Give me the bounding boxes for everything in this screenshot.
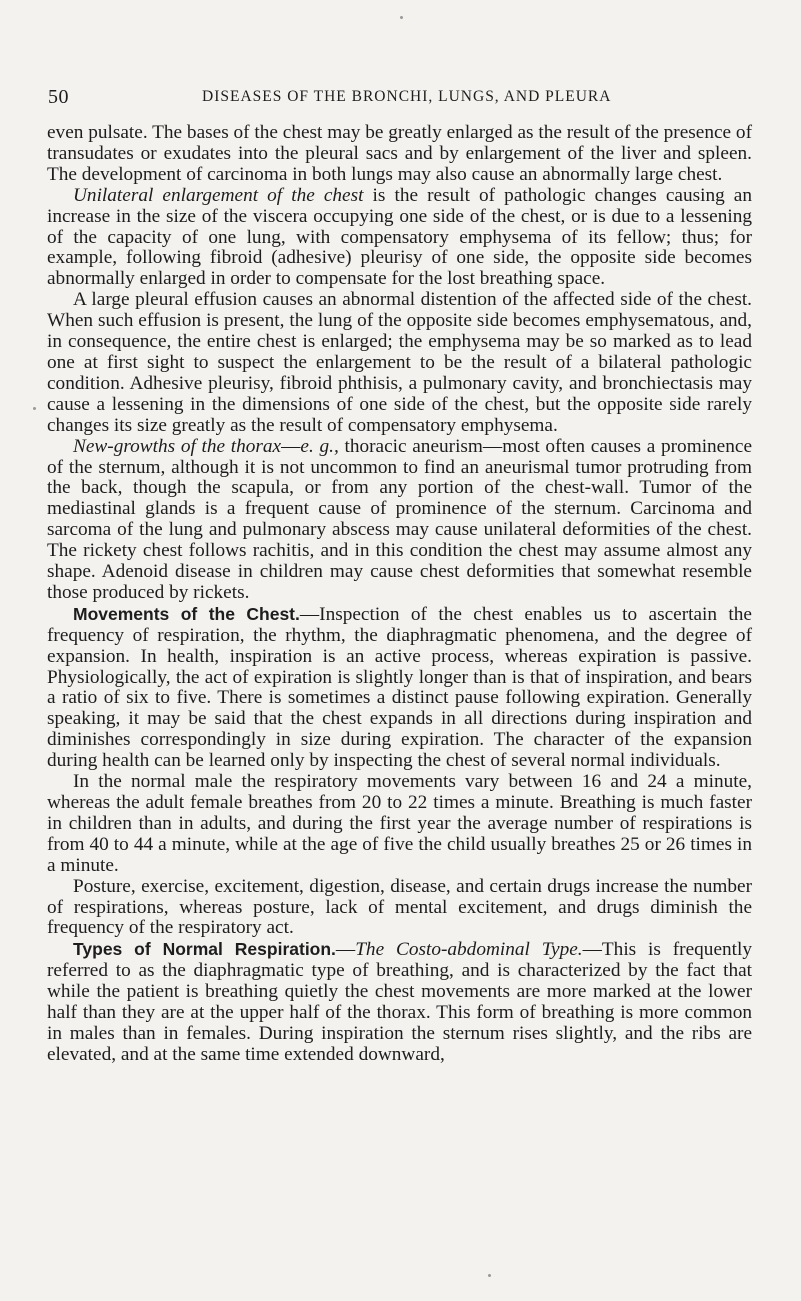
paragraph-respiration-factors: Posture, exercise, excitement, digestion, disease, and certain drugs increase the number of respirations, whereas posture, lack of mental excitement, and drugs diminish the frequency of the respiratory act. bbox=[47, 875, 752, 939]
running-head bbox=[48, 86, 753, 110]
section-heading-movements: Movements of the Chest. bbox=[73, 603, 300, 624]
paragraph-text: —Inspection of the chest enables us to ascertain the frequency of respiration, the rhythm, the diaphragmatic phenomena, and the degree of expansion. In health, inspiration is an active process, whereas expiration is passive. Physiologically, the act of expiration is slightly longer than is that of inspiration, and bears a ratio of six to five. There is sometimes a distinct pause following expiration. Generally speaking, it may be said that the chest expands in all directions during inspiration and diminishes correspondingly in size during expiration. The character of the expansion during health can be learned only by inspecting the chest of several normal individuals. bbox=[47, 603, 752, 772]
page-number: 50 bbox=[48, 86, 69, 108]
paper-speck bbox=[488, 1274, 491, 1277]
em-dash: — bbox=[281, 435, 301, 457]
chapter-title: DISEASES OF THE BRONCHI, LUNGS, AND PLEURA bbox=[202, 88, 612, 105]
paragraph-text: is the result of pathologic changes causing an increase in the size of the viscera occupying one side of the chest, or is due to a lessening of the capacity of one lung, with compensatory emphysema of its fellow; thus; for example, following fibroid (adhesive) pleurisy of one side, the opposite side becomes abnormally enlarged in order to compensate for the lost breathing space. bbox=[47, 184, 752, 290]
section-heading-types: Types of Normal Respiration. bbox=[73, 939, 336, 960]
italic-subheading: The Costo-abdominal Type. bbox=[355, 939, 583, 961]
paragraph-movements-of-chest bbox=[47, 604, 752, 772]
paragraph-new-growths bbox=[47, 437, 752, 604]
paper-speck bbox=[400, 16, 403, 19]
paragraph-unilateral-enlargement bbox=[47, 186, 752, 291]
paragraph-respiratory-rate: In the normal male the respiratory movements vary between 16 and 24 a minute, whereas the adult female breathes from 20 to 22 times a minute. Breathing is much faster in children than in adults, and during the first year the average number of respirations is from 40 to 44 a minute, while at the age of five the child usually breathes 25 or 26 times in a minute. bbox=[47, 771, 752, 876]
paragraph-types-of-respiration bbox=[47, 939, 752, 1065]
body-text bbox=[47, 123, 752, 1066]
em-dash: — bbox=[335, 939, 356, 961]
paragraph-bases-of-chest: even pulsate. The bases of the chest may be greatly enlarged as the result of the presence of transudates or exudates into the pleural sacs and by enlargement of the liver and spleen. The development of carcinoma in both lungs may also cause an abnormally large chest. bbox=[47, 122, 752, 185]
paragraph-text: thoracic aneurism—most often causes a prominence of the sternum, although it is not uncommon to find an aneurismal tumor protruding from the back, though the scapula, or from any portion of the chest-wall. Tumor of the mediastinal glands is a frequent cause of prominence of the sternum. Carcinoma and sarcoma of the lung and pulmonary abscess may cause unilateral deformities of the chest. The rickety chest follows rachitis, and in this condition the chest may assume almost any shape. Adenoid disease in children may cause chest deformities that somewhat resemble those produced by rickets. bbox=[47, 435, 753, 603]
paragraph-pleural-effusion: A large pleural effusion causes an abnormal distention of the affected side of the chest. When such effusion is present, the lung of the opposite side becomes emphysematous, and, in consequence, the entire chest is enlarged; the emphysema may be so marked as to lead one at first sight to suspect the enlargement to be the result of a bilateral pathologic condition. Adhesive pleurisy, fibroid phthisis, a pulmonary cavity, and bronchiectasis may cause a lessening in the dimensions of one side of the chest, but the opposite side rarely changes its size greatly as the result of compensatory emphysema. bbox=[47, 289, 752, 436]
paper-speck bbox=[33, 407, 36, 410]
italic-lead: New-growths of the thorax bbox=[73, 435, 282, 457]
italic-lead: Unilateral enlargement of the chest bbox=[73, 184, 364, 206]
italic-abbrev: e. g., bbox=[300, 435, 339, 457]
paragraph-text: —This is frequently referred to as the diaphragmatic type of breathing, and is characterized by the fact that while the patient is breathing quietly the chest movements are more marked at the lower half than they are at the upper half of the thorax. This form of breathing is more common in males than in females. During inspiration the sternum rises slightly, and the ribs are elevated, and at the same time extended downward, bbox=[47, 939, 752, 1065]
